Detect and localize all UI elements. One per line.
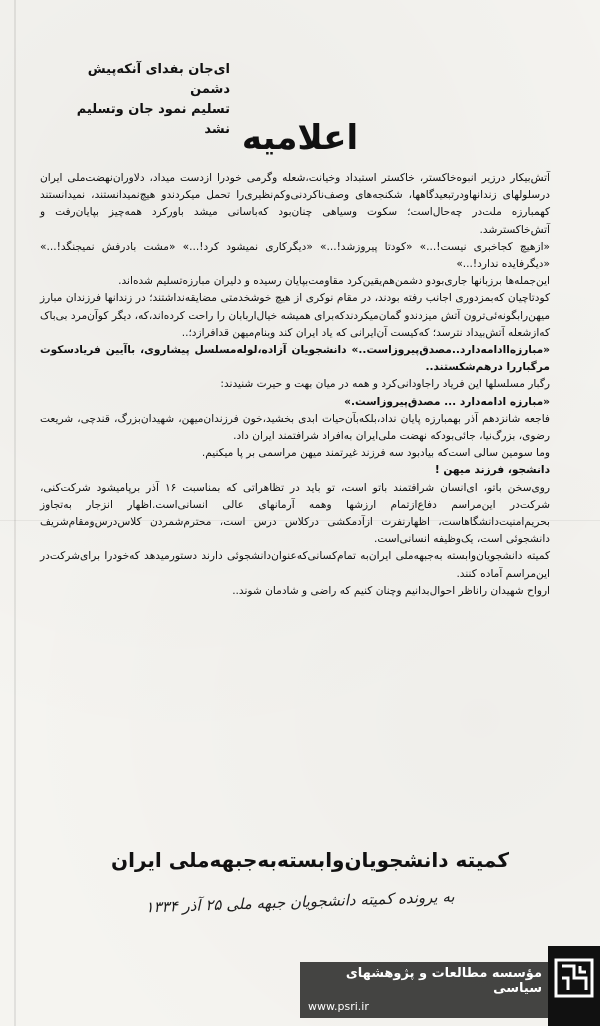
paragraph: رگبار مسلسلها این فریاد راجاودانی‌کرد و همه در میان بهت و حیرت شنیدند: [220,378,550,391]
paragraph: آتش‌بیکار درزیر انبوه‌خاکستر، خاکستر استبداد وخیانت،شعله وگرمی خودرا ازدست میداد، دلاوران‌نهضت‌ملی ایران درسلولهای زندانهاودرتبعیدگاهها، شکنجه‌های وصف‌ناکردنی‌وکم‌نظیری‌را تحمل میکردندو هیچ‌نمیدانستند، نمیدانستند کهمبارزه ملت‌در چه‌حال‌است؛ سکوت وسیاهی چنان‌بود که‌باسانی میشد باورکرد همه‌چیز بپایان‌رفت و آتش‌خاکسترشد. [40,172,550,236]
paragraph: وما سومین سالی است‌که بیادبود سه فرزند غیرتمند میهن مراسمی بر پا میکنیم. [201,447,550,460]
document-body [40,170,550,600]
paragraph: «ازهیچ کجاخبری نیست!...» «کودتا پیروزشد!...» «دیگرکاری نمیشود کرد!...» «مشت بادرفش نمیجنگد!...» «دیگرفایده ندارد!...» [40,240,550,271]
document-title: اعلامیه [241,118,359,158]
watermark-url: www.psri.ir [308,1000,369,1013]
watermark-name: مؤسسه مطالعات و پژوهشهای سیاسی [345,966,542,996]
paragraph: این‌جمله‌ها برزبانها جاری‌بودو دشمن‌هم‌یقین‌کرد مقاومت‌بپایان رسیده و دلیران مبارزه‌تسلیم شده‌اند. [118,275,550,288]
paragraph: ارواح شهیدان راناظر احوال‌بدانیم وچنان کنیم که راضی و شادمان شوند.. [232,584,550,597]
logo-icon [554,958,594,998]
institute-logo [548,946,600,1026]
handwritten-note: به یرونده کمیته دانشجویان جبهه ملی ۲۵ آذر ۱۳۳۴ [145,887,455,917]
archive-watermark [300,962,550,1018]
paragraph: کمیته دانشجویان‌وابسته به‌جبهه‌ملی ایران‌به تمام‌کسانی‌که‌عنوان‌دانشجوئی دارند دستورمیدهد که‌خودرا برای‌شرکت‌در این‌مراسم آماده کنند. [40,550,550,580]
paragraph-address: دانشجو، فرزند میهن ! [434,464,550,477]
paragraph-slogan: «مبارزه‌اادامه‌دارد..مصدق‌پیروزاست..» دانشجویان آزاده،لوله‌مسلسل پیشاروی، باآیین فریادسکوت مرگباررا درهم‌شکستند.. [40,344,550,374]
paragraph-slogan: «مبارزه ادامه‌دارد ... مصدق‌پیروزاست.» [344,395,550,408]
paragraph: روی‌سخن باتو، ای‌انسان شرافتمند باتو است، تو باید در تظاهراتی که بمناسبت ۱۶ آذر برپامیشود شرکت‌کنی، شرکت‌در این‌مراسم دفاع‌ازتمام ارزشها وهمه آرمانهای عالی انسانی‌است.اظهار انزجار به‌تجاوز بحریم‌امنیت‌دانشگاهاست، اظهارنفرت ازآدمکشی درکلاس درس است، محترم‌شمردن کلاس‌درس‌ومقام‌شریف دانشجوئی است، یک‌وظیفه انسانی‌است. [40,481,550,546]
poem-line: تسلیم نمود جان‌ وتسلیم نشد [76,102,230,137]
issuer-name: کمیته دانشجویان‌وابسته‌به‌جبهه‌ملی ایران [111,848,509,872]
paragraph: فاجعه شانزدهم آذر بهمبارزه پایان نداد،بلکه‌بآن‌حیات ابدی بخشید،خون فرزندان‌میهن، شهیدان‌بزرگ، قندچی، شریعت رضوی، بزرگ‌نیا، جائی‌بودکه نهضت ملی‌ایران به‌افراد شرافتمند ایران داد. [40,412,550,443]
paragraph: کودتاچیان که‌بمزدوری اجانب رفته بودند، در مقام نوکری از هیچ خوشخدمتی مضایقه‌نداشتند؛ در زندانها فرزندان مبارز میهن‌رابگونه‌ئی‌ترون آتش میزدندو گمان‌میکردندکه‌برای همیشه خیال‌اربابان را راحت کرده‌اند،که، دیگر کوآن‌مرد بی‌باک که‌ازشعله آتش‌بیداد نترسد؛ که‌کیست آن‌ایرانی که یاد ایران کند وبنام‌میهن قدافرازد؛.. [40,292,550,339]
poem-line: ای‌جان بفدای آنکه‌پیش دشمن [87,62,230,97]
